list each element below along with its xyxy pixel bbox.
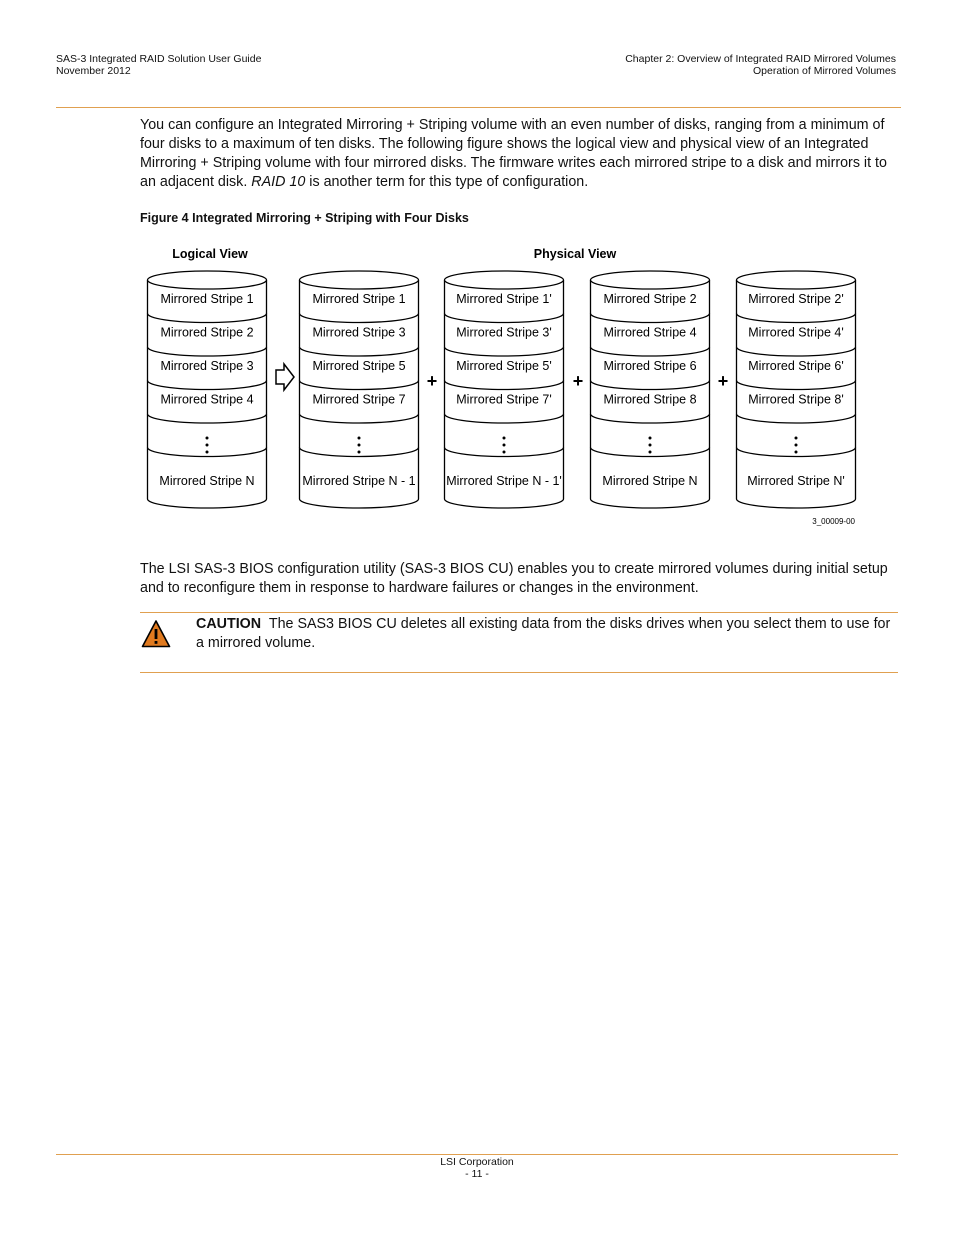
ellipsis-dot [503,451,506,454]
stripe-label: Mirrored Stripe 4' [748,325,844,340]
ellipsis-dot [206,437,209,440]
caution-text: The SAS3 BIOS CU deletes all existing data from the disks drives when you select them to use for a mirrored volume. [196,616,891,651]
figure-caption: Figure 4 Integrated Mirroring + Striping with Four Disks [140,211,469,225]
chapter-title: Chapter 2: Overview of Integrated RAID Mirrored Volumes [625,53,896,65]
disk-top [445,271,564,289]
stripe-label-last: Mirrored Stripe N [602,474,698,488]
stripe-label: Mirrored Stripe 7' [456,392,552,407]
ellipsis-dot [358,451,361,454]
stripe-label-last: Mirrored Stripe N - 1' [446,474,562,488]
footer-company: LSI Corporation [440,1156,514,1168]
stripe-label-last: Mirrored Stripe N' [747,474,845,488]
ellipsis-dot [649,451,652,454]
logical-disk [148,271,267,508]
header-rule [56,107,901,108]
stripe-label: Mirrored Stripe 3 [312,325,406,340]
caution-note [196,615,901,653]
warning-triangle-icon [141,619,171,649]
physical-disk-4 [737,271,856,508]
page-number: - 11 - [465,1167,489,1180]
ellipsis-dot [358,444,361,447]
ellipsis-dot [649,444,652,447]
ellipsis-dot [358,437,361,440]
disk-top [148,271,267,289]
footer-rule [56,1154,898,1155]
ellipsis-dot [795,437,798,440]
ellipsis-dot [795,444,798,447]
physical-disk-1 [300,271,419,508]
stripe-label: Mirrored Stripe 8' [748,392,844,407]
document-date: November 2012 [56,65,131,77]
disk-top [737,271,856,289]
stripe-label: Mirrored Stripe 2' [748,292,844,306]
stripe-label: Mirrored Stripe 7 [312,392,406,407]
stripe-label: Mirrored Stripe 3 [160,359,254,373]
intro-paragraph: You can configure an Integrated Mirroring + Striping volume with an even number of disks, ranging from a minimum of four disks to a maximum of ten disks. The following figure shows the logical view and physical view of an Integrated Mirroring + Striping volume with four mirrored disks. The firmware writes each mirrored stripe to a disk and mirrors it to an adjacent disk. RAID 10 is another term for this type of configuration. [140,117,887,190]
raid10-term: RAID 10 [251,174,306,190]
stripe-label: Mirrored Stripe 6 [603,359,697,373]
stripe-label: Mirrored Stripe 4 [160,392,254,407]
stripe-label: Mirrored Stripe 5' [456,359,552,373]
logical-view-label: Logical View [172,247,248,261]
plus-sign: + [572,371,584,391]
figure-id: 3_00009-00 [812,517,855,526]
stripe-label: Mirrored Stripe 2 [603,292,697,306]
ellipsis-dot [206,451,209,454]
document-title: SAS-3 Integrated RAID Solution User Guide [56,53,262,65]
stripe-label: Mirrored Stripe 2 [160,325,254,340]
stripe-label: Mirrored Stripe 1 [160,292,254,306]
ellipsis-dot [206,444,209,447]
caution-bottom-rule [140,672,898,673]
bios-paragraph: The LSI SAS-3 BIOS configuration utility (SAS-3 BIOS CU) enables you to create mirrored volumes during initial setup and to reconfigure them in response to hardware failures or changes in the environment. [140,561,888,596]
plus-sign: + [717,371,729,391]
physical-disk-3 [591,271,710,508]
physical-view-label: Physical View [533,247,617,261]
raid10-diagram [140,240,880,530]
caution-top-rule [140,612,898,613]
section-title: Operation of Mirrored Volumes [753,65,896,77]
stripe-label-last: Mirrored Stripe N - 1 [302,474,416,488]
stripe-label: Mirrored Stripe 1 [312,292,406,306]
physical-disk-2 [445,271,564,508]
page-footer [0,1157,954,1180]
ellipsis-dot [795,451,798,454]
caution-label: CAUTION [196,616,262,632]
ellipsis-dot [503,437,506,440]
stripe-label: Mirrored Stripe 4 [603,325,697,340]
stripe-label: Mirrored Stripe 6' [748,359,844,373]
stripe-label: Mirrored Stripe 8 [603,392,697,407]
stripe-label-last: Mirrored Stripe N [159,474,255,488]
disk-top [300,271,419,289]
stripe-label: Mirrored Stripe 1' [456,292,552,306]
arrow-right-icon [276,364,294,390]
running-header-left [56,53,261,77]
ellipsis-dot [503,444,506,447]
ellipsis-dot [649,437,652,440]
stripe-label: Mirrored Stripe 3' [456,325,552,340]
running-header-right [625,53,896,77]
stripe-label: Mirrored Stripe 5 [312,359,406,373]
plus-sign: + [426,371,438,391]
disk-top [591,271,710,289]
